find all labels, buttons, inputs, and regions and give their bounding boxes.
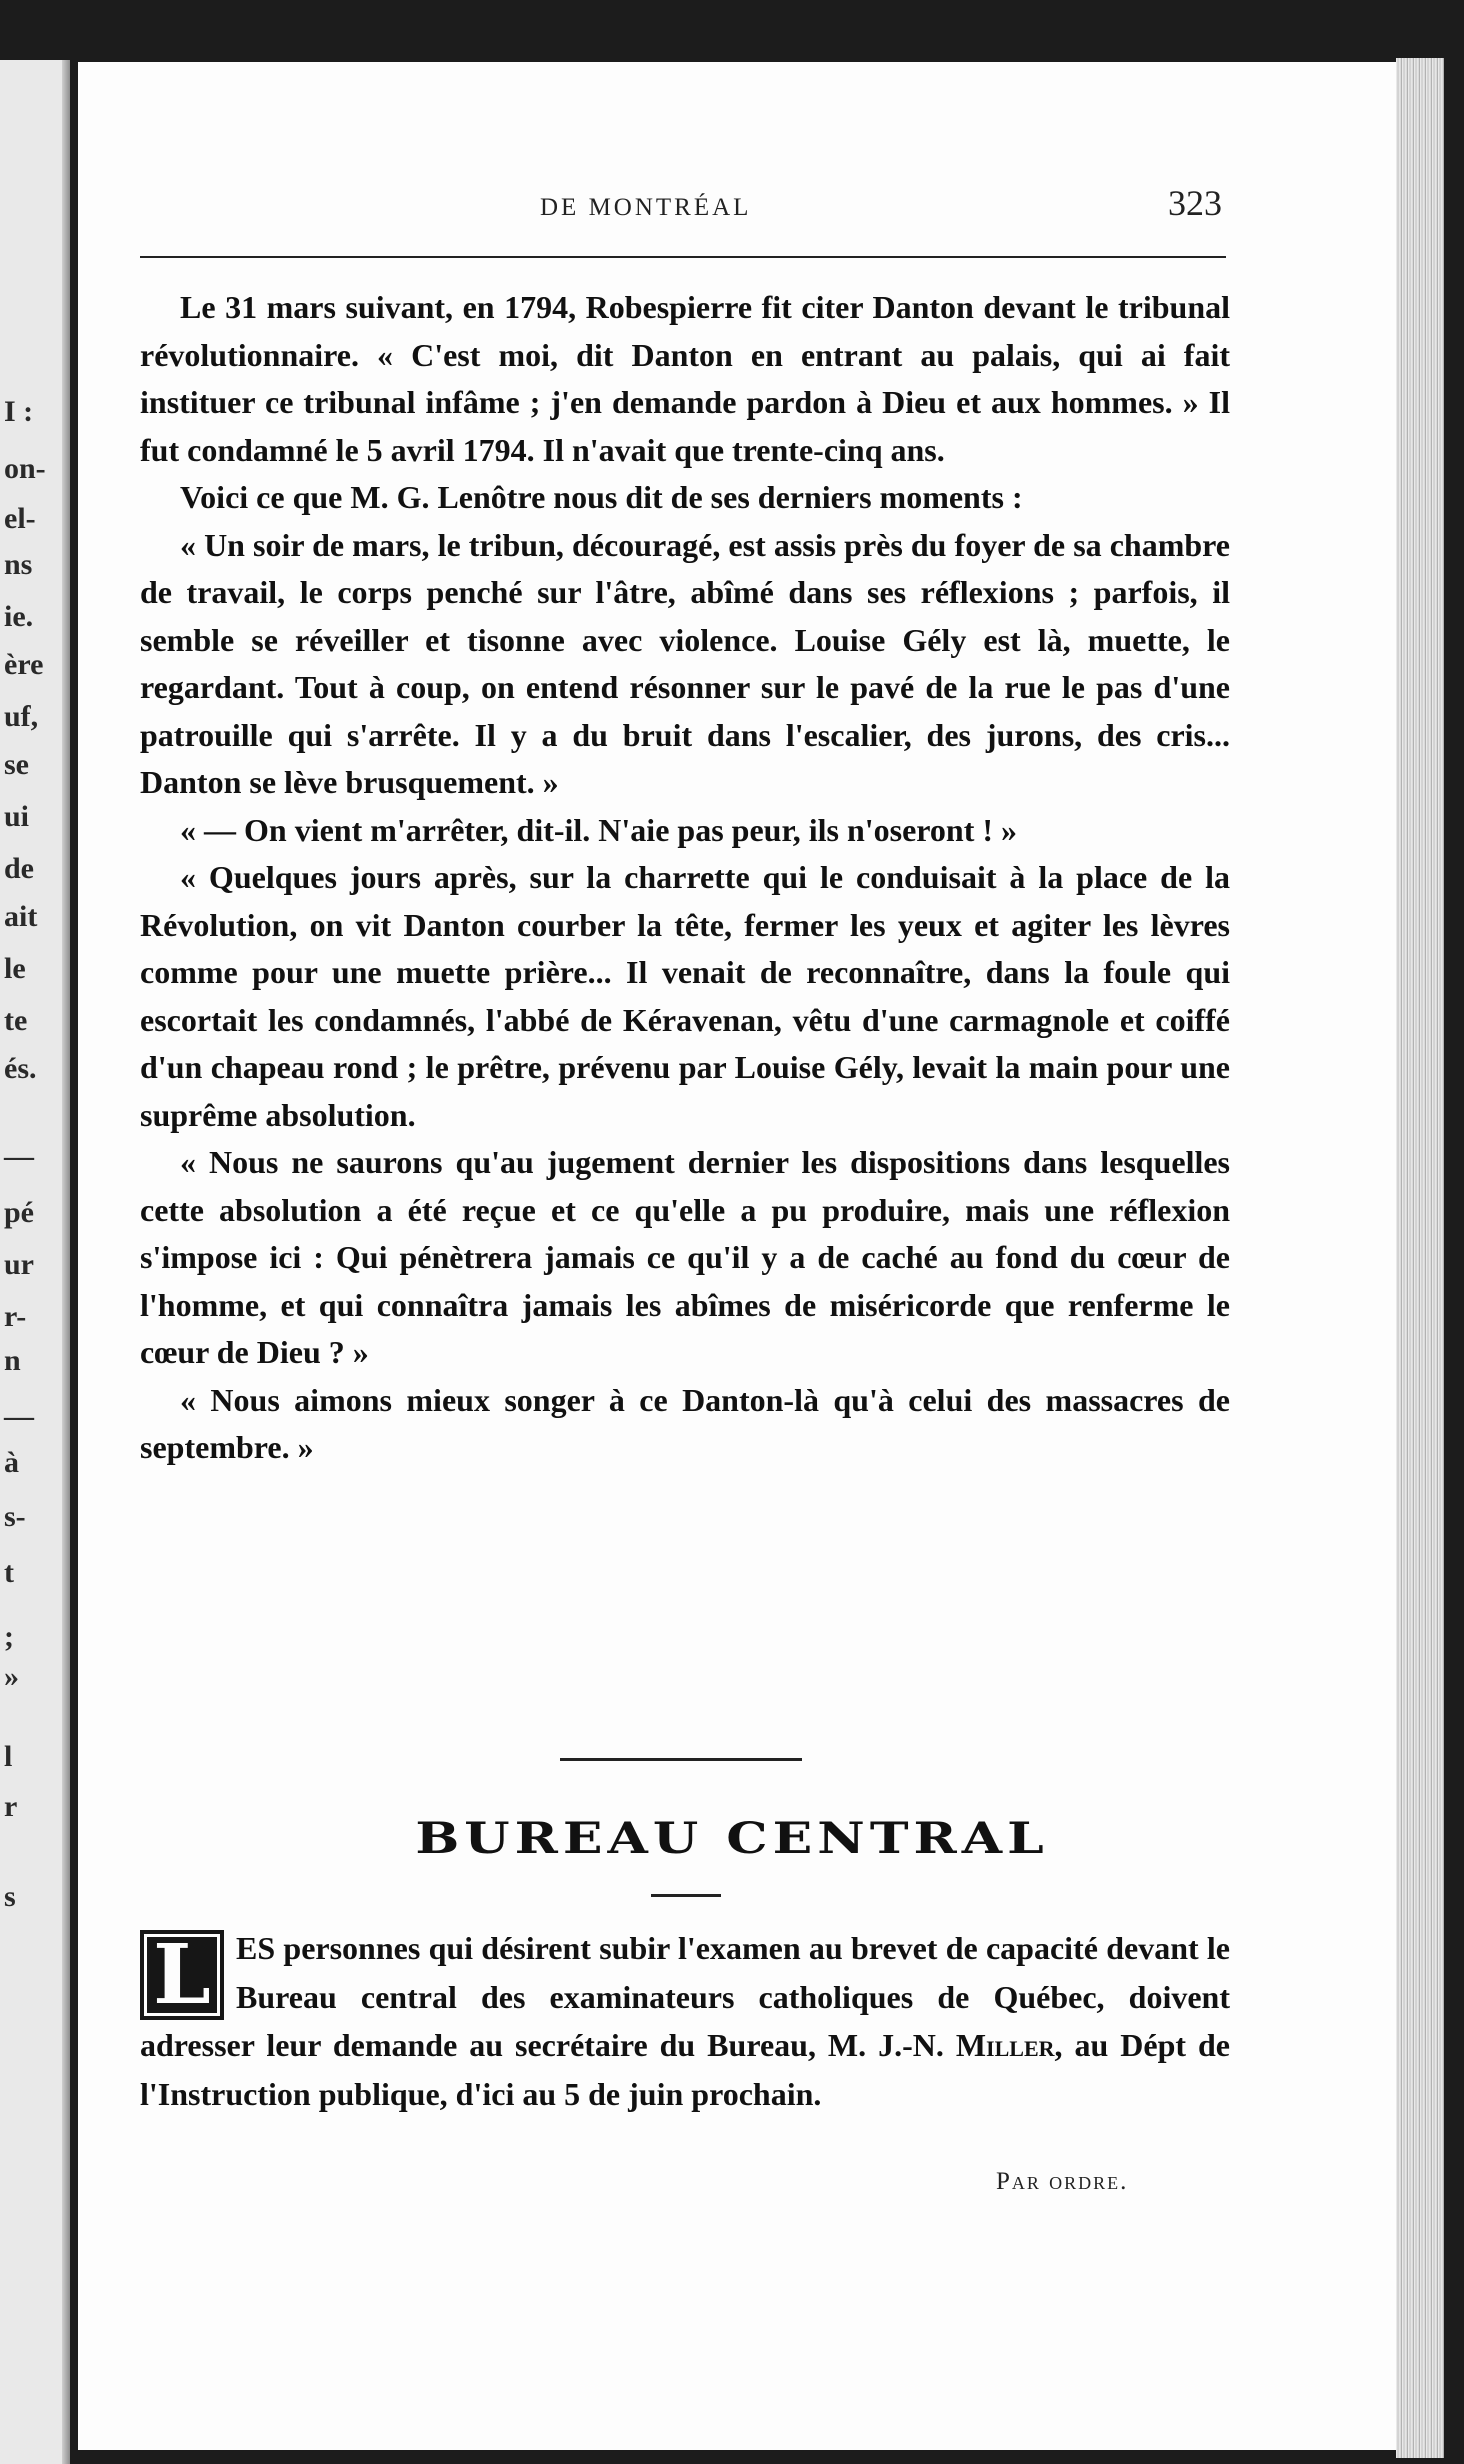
adjacent-page-fragment: r- [4,1300,27,1333]
section-title: BUREAU CENTRAL [415,1813,1049,1864]
drop-cap: L [140,1930,224,2020]
adjacent-page-fragment: le [4,952,26,985]
paragraph: Le 31 mars suivant, en 1794, Robespierre fit citer Danton devant le tribunal révolutionnaire. « C'est moi, dit Danton en entrant au palais, qui ai fait instituer ce tribunal infâme ; j'en demande pardon à Dieu et aux hommes. » Il fut condamné le 5 avril 1794. Il n'avait que trente-cinq ans. [140,289,1230,468]
adjacent-page-fragment: t [4,1556,14,1589]
adjacent-page-fragment: l [4,1740,13,1773]
page-number: 323 [1168,183,1222,223]
scan-border-top [0,0,1464,60]
adjacent-page-fragment: — [4,1140,34,1173]
notice-paragraph [140,1924,1230,2118]
running-head-title: DE MONTRÉAL [540,194,752,221]
adjacent-page-fragment: r [4,1790,18,1823]
paragraph: « — On vient m'arrêter, dit-il. N'aie pas peur, ils n'oseront ! » [180,811,1018,848]
notice-text-start: ES personnes qui désirent subir l'examen au brevet de capacité devant le Bureau central des examinateurs catholiques de Québec, doivent adresser leur demande au secrétaire du Bureau, M. J.-N. [140,1930,1230,2063]
adjacent-page-fragment: à [4,1446,19,1479]
adjacent-page-fragment: I : [4,395,34,428]
adjacent-page-fragment: se [4,748,29,781]
adjacent-page-fragment: el- [4,502,36,535]
title-underline [651,1894,721,1897]
adjacent-page-fragment: — [4,1400,34,1433]
adjacent-page-fragment: n [4,1344,21,1377]
notice-text-end: , au Dépt de l'Instruction publique, d'ici au 5 de juin prochain. [140,2027,1231,2112]
adjacent-page-fragment: on- [4,452,46,485]
adjacent-page-edge [0,60,70,2464]
header-rule [140,256,1226,258]
adjacent-page-fragment: ait [4,900,38,933]
page-gutter [62,60,70,2464]
paragraph: « Nous ne saurons qu'au jugement dernier les dispositions dans lesquelles cette absolution a été reçue et ce qu'elle a pu produire, mais une réflexion s'impose ici : Qui pénètrera jamais ce qu'il y a de caché au fond du cœur de l'homme, et qui connaîtra jamais les abîmes de miséricorde que renferme le cœur de Dieu ? » [140,1144,1230,1370]
section-divider [560,1758,802,1761]
adjacent-page-fragment: uf, [4,700,39,733]
paragraph: « Un soir de mars, le tribun, découragé, est assis près du foyer de sa chambre de travail, le corps penché sur l'âtre, abîmé dans ses réflexions ; parfois, il semble se réveiller et tisonne avec violence. Louise Gély est là, muette, le regardant. Tout à coup, on entend résonner sur le pavé de la rue le pas d'une patrouille qui s'arrête. Il y a du bruit dans l'escalier, des jurons, des cris... Danton se lève brusquement. » [140,526,1230,800]
adjacent-page-fragment: s [4,1880,16,1913]
page-stack-edge [1396,58,1444,2458]
adjacent-page-fragment: ; [4,1620,14,1653]
adjacent-page-fragment: ère [4,648,44,681]
adjacent-page-fragment: s- [4,1500,26,1533]
adjacent-page-fragment: és. [4,1052,37,1085]
adjacent-page-fragment: pé [4,1196,34,1229]
secretary-name: Miller [955,2027,1055,2063]
article-body [140,284,1230,1472]
notice-signature: Par ordre. [996,2168,1129,2195]
paragraph: Voici ce que M. G. Lenôtre nous dit de ses derniers moments : [180,479,1023,515]
adjacent-page-fragment: ur [4,1248,34,1281]
adjacent-page-fragment: de [4,852,34,885]
adjacent-page-fragment: ui [4,800,30,833]
adjacent-page-fragment: » [4,1660,19,1693]
paragraph: « Nous aimons mieux songer à ce Danton-là qu'à celui des massacres de septembre. » [140,1381,1230,1465]
adjacent-page-fragment: te [4,1004,28,1037]
paragraph: « Quelques jours après, sur la charrette qui le conduisait à la place de la Révolution, on vit Danton courber la tête, fermer les yeux et agiter les lèvres comme pour une muette prière... Il venait de reconnaître, dans la foule qui escortait les condamnés, l'abbé de Kéravenan, vêtu d'une carmagnole et coiffé d'un chapeau rond ; le prêtre, prévenu par Louise Gély, levait la main pour une suprême absolution. [140,859,1230,1133]
adjacent-page-fragment: ie. [4,600,34,633]
adjacent-page-fragment: ns [4,548,33,581]
running-head [0,182,1464,232]
